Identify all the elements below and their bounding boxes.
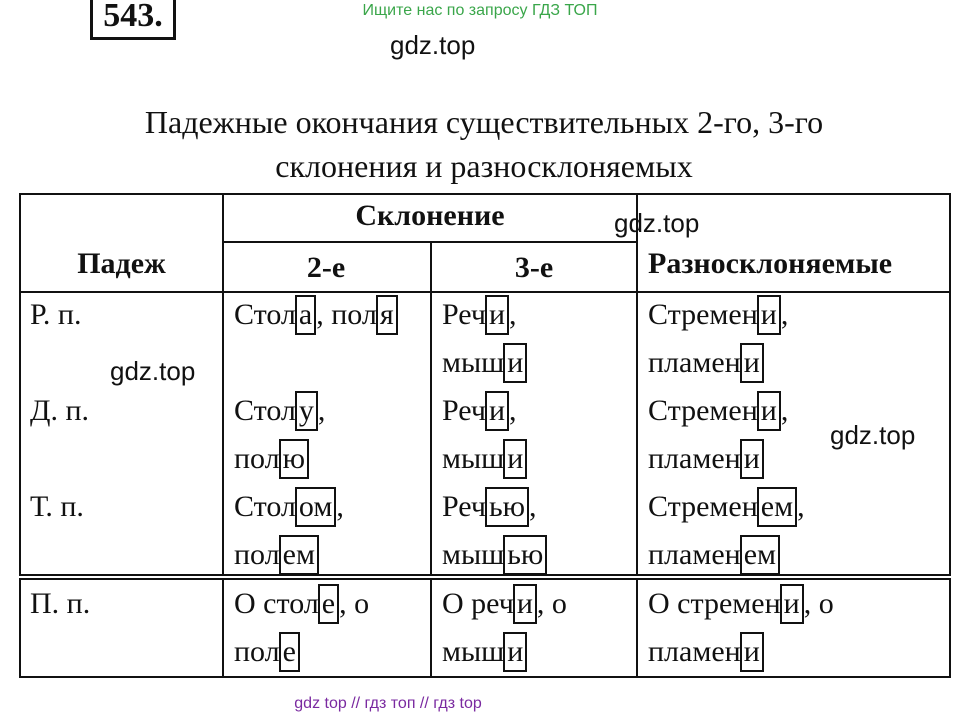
table-cell — [442, 387, 527, 483]
ending-box: ом — [295, 487, 336, 527]
word-part: Стремен — [648, 490, 758, 523]
case-label: Р. п. — [30, 298, 82, 331]
word-part: пол — [234, 538, 280, 571]
exercise-number: 543. — [90, 0, 176, 40]
word-part: , — [317, 394, 326, 427]
cell-line — [648, 435, 788, 483]
cell-line — [648, 580, 834, 628]
watermark: gdz.top — [614, 208, 700, 238]
header-case: Падеж — [77, 247, 166, 280]
ending-box: и — [740, 343, 764, 383]
word-part: , — [529, 490, 537, 523]
footer-links[interactable]: gdz top // гдз топ // гдз top — [294, 695, 482, 712]
cell-line — [442, 531, 547, 579]
word-part: Стол — [234, 394, 296, 427]
ending-box: ью — [503, 535, 547, 575]
word-part: , — [797, 490, 805, 523]
ending-box: и — [485, 295, 509, 335]
cell-line — [234, 291, 398, 339]
ending-box: ем — [279, 535, 319, 575]
table-cell — [648, 483, 805, 579]
cell-line — [648, 531, 805, 579]
watermark: gdz.top — [110, 356, 196, 386]
word-part: Реч — [442, 394, 486, 427]
word-part: мыш — [442, 538, 505, 571]
word-part: , о — [339, 587, 370, 620]
ending-box: и — [780, 584, 804, 624]
word-part: О стол — [234, 587, 319, 620]
cell-line — [442, 291, 527, 339]
ending-box: и — [740, 439, 764, 479]
prepositional-table — [19, 578, 951, 678]
table-cell — [234, 580, 369, 676]
cell-line — [442, 580, 567, 628]
ending-box: и — [485, 391, 509, 431]
cell-line — [648, 387, 788, 435]
cell-line — [234, 580, 369, 628]
word-part: Стол — [234, 490, 296, 523]
ending-box: и — [503, 439, 527, 479]
word-part: , — [509, 298, 517, 331]
word-part: мыш — [442, 635, 505, 668]
table-cell — [234, 291, 398, 339]
cell-line — [648, 483, 805, 531]
word-part: Реч — [442, 490, 486, 523]
ending-box: а — [295, 295, 316, 335]
ending-box: у — [295, 391, 318, 431]
case-label: Д. п. — [30, 394, 90, 427]
word-part: пламен — [648, 635, 741, 668]
table-cell — [234, 483, 344, 579]
table-row — [21, 580, 949, 676]
word-part: , — [509, 394, 517, 427]
ending-box: ью — [485, 487, 529, 527]
ending-box: ем — [740, 535, 780, 575]
cell-line — [234, 628, 369, 676]
ending-box: и — [513, 584, 537, 624]
table-cell — [648, 291, 788, 387]
word-part: , — [780, 298, 789, 331]
word-part: пламен — [648, 538, 741, 571]
word-part: О реч — [442, 587, 514, 620]
table-cell — [234, 387, 325, 483]
ending-box: ю — [279, 439, 309, 479]
case-label: П. п. — [30, 587, 91, 620]
case-label: Т. п. — [30, 490, 84, 523]
word-part: Реч — [442, 298, 486, 331]
word-part: пол — [234, 635, 280, 668]
cell-line — [648, 628, 834, 676]
header-second: 2-е — [306, 251, 346, 284]
word-part: , — [336, 490, 344, 523]
word-part: пол — [234, 442, 280, 475]
word-part: , о — [536, 587, 567, 620]
cell-line — [234, 483, 344, 531]
word-part: мыш — [442, 346, 505, 379]
watermark: gdz.top — [390, 30, 476, 60]
table-row — [21, 387, 949, 483]
table-cell — [442, 580, 567, 676]
cell-line — [442, 628, 567, 676]
word-part: Стол — [234, 298, 296, 331]
word-part: пламен — [648, 442, 741, 475]
word-part: , о — [803, 587, 834, 620]
ending-box: е — [318, 584, 339, 624]
ending-box: и — [757, 295, 781, 335]
ending-box: и — [740, 632, 764, 672]
word-part: мыш — [442, 442, 505, 475]
watermark: gdz.top — [830, 420, 916, 450]
table-cell — [442, 483, 547, 579]
word-part: пламен — [648, 346, 741, 379]
ending-box: и — [503, 632, 527, 672]
ending-box: и — [757, 391, 781, 431]
page-title — [0, 100, 960, 188]
word-part: Стремен — [648, 298, 758, 331]
ending-box: и — [503, 343, 527, 383]
cell-line — [442, 387, 527, 435]
word-part: О стремен — [648, 587, 781, 620]
table-cell — [648, 580, 834, 676]
ending-box: я — [376, 295, 398, 335]
word-part: Стремен — [648, 394, 758, 427]
header-heteroclitic: Разносклоняемые — [648, 247, 893, 280]
cell-line — [648, 291, 788, 339]
cell-line — [442, 435, 527, 483]
title-line-1: Падежные окончания существительных 2-го, 3-го — [144, 104, 824, 140]
title-line-2: склонения и разносклоняемых — [275, 148, 693, 184]
header-declension: Склонение — [355, 199, 505, 232]
word-part: , пол — [316, 298, 377, 331]
ending-box: е — [279, 632, 300, 672]
cell-line — [234, 435, 325, 483]
cell-line — [234, 387, 325, 435]
cell-line — [648, 339, 788, 387]
cell-line — [234, 531, 344, 579]
table-cell — [648, 387, 788, 483]
table-cell — [442, 291, 527, 387]
search-hint[interactable]: Ищите нас по запросу ГДЗ ТОП — [362, 2, 598, 19]
word-part: , — [780, 394, 789, 427]
cell-line — [442, 483, 547, 531]
table-row — [21, 483, 949, 579]
cell-line — [442, 339, 527, 387]
ending-box: ем — [757, 487, 797, 527]
header-third: 3-е — [514, 251, 554, 284]
